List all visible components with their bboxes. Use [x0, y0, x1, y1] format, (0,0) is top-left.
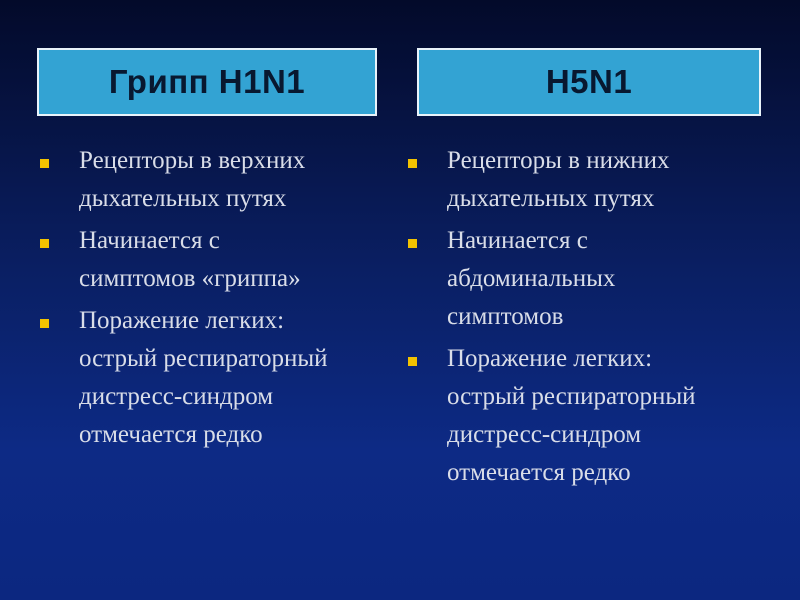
list-item-text: Поражение легких: острый респираторный дистресс-синдром отмечается редко: [447, 345, 696, 486]
list-item-text: Рецепторы в нижних дыхательных путях: [447, 147, 670, 212]
list-item-text: Начинается с абдоминальных симптомов: [447, 227, 616, 330]
list-item: [408, 142, 778, 218]
list-h1n1: [40, 142, 390, 458]
square-bullet-icon: [40, 159, 49, 168]
square-bullet-icon: [408, 159, 417, 168]
list-item-text: Поражение легких: острый респираторный дистресс-синдром отмечается редко: [79, 307, 328, 448]
list-item: [40, 222, 390, 298]
square-bullet-icon: [40, 239, 49, 248]
header-box-h5n1: [417, 48, 761, 116]
header-box-h1n1: [37, 48, 377, 116]
square-bullet-icon: [40, 319, 49, 328]
list-item: [40, 142, 390, 218]
list-h5n1: [408, 142, 778, 496]
square-bullet-icon: [408, 357, 417, 366]
list-item: [408, 222, 778, 336]
list-item-text: Начинается с симптомов «гриппа»: [79, 227, 301, 292]
header-title-h5n1: H5N1: [545, 63, 633, 100]
header-title-h1n1: Грипп H1N1: [108, 63, 306, 100]
list-item: [40, 302, 390, 454]
list-item-text: Рецепторы в верхних дыхательных путях: [79, 147, 306, 212]
list-item: [408, 340, 778, 492]
square-bullet-icon: [408, 239, 417, 248]
